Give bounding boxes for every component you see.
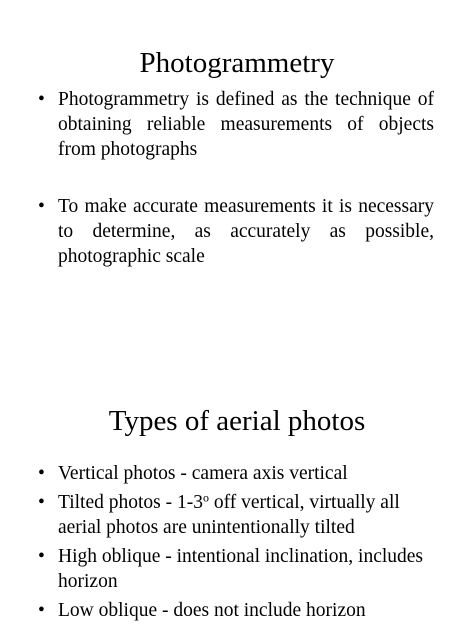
slide-title: Photogrammetry (139, 47, 335, 79)
bullet-item (36, 194, 434, 269)
bullet-list (36, 461, 434, 623)
slide-types-of-aerial-photos (0, 316, 474, 632)
bullet-item (36, 598, 434, 623)
bullet-dot: • (38, 600, 45, 621)
degree-superscript: o (203, 490, 210, 505)
bullet-text (58, 490, 434, 540)
bullet-text: High oblique - intentional inclination, includes horizon (58, 546, 424, 592)
bullet-dot: • (38, 546, 45, 567)
bullet-item (36, 461, 434, 486)
bullet-text-part: off vertical, virtually all aerial photos are unintentionally tilted (58, 492, 400, 538)
bullet-dot: • (38, 463, 45, 484)
bullet-text: Photogrammetry is defined as the technique of obtaining reliable measurements of objects from photographs (58, 89, 434, 160)
bullet-text: To make accurate measurements it is necessary to determine, as accurately as possible, photographic scale (58, 196, 434, 267)
bullet-dot: • (38, 89, 45, 110)
bullet-dot: • (38, 492, 45, 513)
bullet-list (36, 87, 434, 269)
bullet-text: Low oblique - does not include horizon (58, 600, 366, 621)
bullet-item (36, 87, 434, 162)
bullet-text: Vertical photos - camera axis vertical (58, 463, 348, 484)
slide-title: Types of aerial photos (108, 405, 366, 437)
bullet-text-part: Tilted photos - 1-3 (58, 492, 204, 513)
bullet-item (36, 544, 434, 594)
bullet-item (36, 490, 434, 540)
bullet-dot: • (38, 196, 45, 217)
